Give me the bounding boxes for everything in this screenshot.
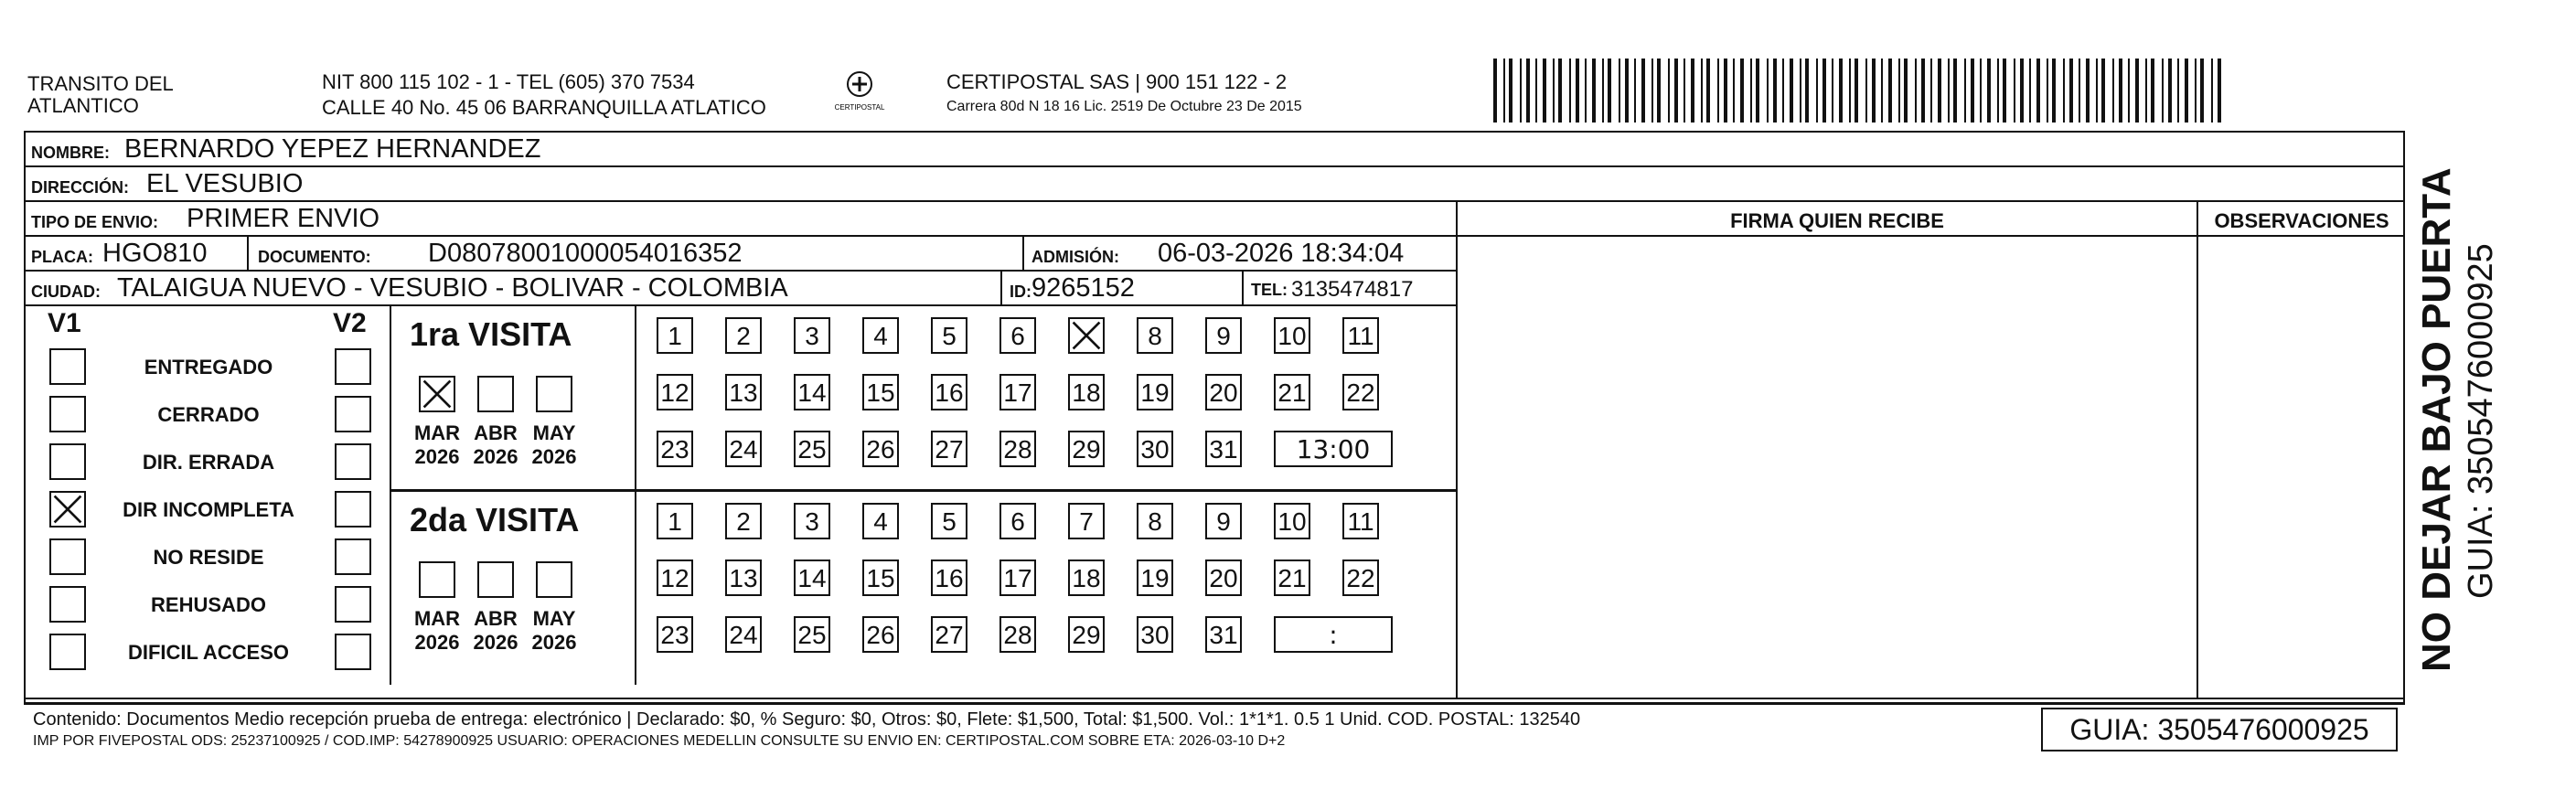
day-box[interactable]: 7 [1068,503,1105,539]
ciudad-value: TALAIGUA NUEVO - VESUBIO - BOLIVAR - COLOMBIA [117,273,788,303]
day-box[interactable]: 17 [999,374,1036,410]
time-box[interactable]: 13:00 [1274,431,1393,467]
time-box[interactable]: : [1274,616,1393,653]
placa-divider [247,237,249,270]
company-info [946,71,1302,117]
day-box[interactable]: 21 [1274,560,1310,596]
day-box[interactable]: 24 [725,431,762,467]
month-checkbox-may[interactable] [536,376,572,412]
footer [24,702,2405,755]
status-label: DIR INCOMPLETA [123,498,294,521]
tipo-envio-label: TIPO DE ENVIO: [31,213,159,231]
visita1-title: 1ra VISITA [410,315,572,353]
day-box[interactable]: 21 [1274,374,1310,410]
id-divider [1000,272,1002,304]
footer-line1: Contenido: Documentos Medio recepción prueba de entrega: electrónico | Declarado: $0, % Seguro: $0, Otros: $0, Flete: $1,500, Total: $1,500. Vol.: 1*1*1. 0.5 1 Unid. COD. POSTAL: 132540 [33,709,1581,730]
day-box[interactable]: 28 [999,431,1036,467]
v2-checkbox[interactable] [335,586,371,623]
status-label: CERRADO [157,403,260,426]
day-box[interactable]: 27 [931,616,967,653]
day-box[interactable]: 26 [862,431,899,467]
status-row [26,533,390,577]
day-box[interactable]: 27 [931,431,967,467]
day-box[interactable] [1068,317,1105,354]
org-line1: TRANSITO DEL [27,72,174,95]
day-box[interactable]: 1 [657,317,693,354]
no-dejar-warning: NO DEJAR BAJO PUERTA [2414,167,2459,672]
day-box[interactable]: 22 [1342,374,1379,410]
v2-checkbox[interactable] [335,491,371,528]
visita2-title: 2da VISITA [410,501,580,538]
org-name [27,73,174,117]
firma-header: FIRMA QUIEN RECIBE [1730,209,1944,232]
tipo-envio-value: PRIMER ENVIO [187,204,380,233]
certipostal-logo-icon [834,68,885,119]
day-box[interactable]: 6 [999,503,1036,539]
v1-checkbox[interactable] [49,586,86,623]
row-placa [26,237,1456,272]
row-nombre [26,133,2403,167]
month-year: 2026 [473,631,518,654]
company-line: CERTIPOSTAL SAS | 900 151 122 - 2 [946,70,1288,93]
placa-label: PLACA: [31,248,93,266]
v1-checkbox[interactable] [49,396,86,432]
day-box[interactable]: 29 [1068,431,1105,467]
day-box[interactable]: 18 [1068,374,1105,410]
documento-value: D08078001000054016352 [428,239,743,268]
tel-divider [1242,272,1244,304]
footer-divider [26,698,2403,699]
visita2-divider [635,492,636,685]
day-box[interactable]: 2 [725,317,762,354]
month-year: 2026 [473,445,518,468]
day-box[interactable]: 11 [1342,317,1379,354]
month-checkbox-mar[interactable] [419,376,455,412]
month-checkbox-abr[interactable] [477,561,514,598]
status-row [26,438,390,482]
status-label: NO RESIDE [153,546,264,569]
day-box[interactable]: 20 [1205,560,1242,596]
day-box[interactable]: 20 [1205,374,1242,410]
day-box[interactable]: 18 [1068,560,1105,596]
day-box[interactable]: 26 [862,616,899,653]
nit-line: NIT 800 115 102 - 1 - TEL (605) 370 7534 [322,70,695,93]
row-ciudad [26,272,1456,306]
license-line: Carrera 80d N 18 16 Lic. 2519 De Octubre 23 De 2015 [946,99,1302,114]
org-contact [322,71,766,119]
v1-checkbox[interactable] [49,443,86,480]
day-box[interactable]: 23 [657,431,693,467]
day-box[interactable]: 22 [1342,560,1379,596]
nombre-value: BERNARDO YEPEZ HERNANDEZ [124,134,541,164]
day-box[interactable]: 29 [1068,616,1105,653]
v2-checkbox[interactable] [335,538,371,575]
month-year: 2026 [414,631,460,654]
visits-panel [391,306,1456,685]
org-line2: ATLANTICO [27,94,139,117]
v1-header: V1 [48,308,81,338]
status-row [26,390,390,434]
status-label: DIFICIL ACCESO [127,641,289,664]
x-mark-icon [421,378,454,410]
status-panel [26,306,391,685]
v2-checkbox[interactable] [335,443,371,480]
day-box[interactable]: 24 [725,616,762,653]
visita1-section [391,306,1456,492]
day-box[interactable]: 28 [999,616,1036,653]
firma-divider [1456,202,1458,698]
day-box[interactable]: 19 [1137,374,1173,410]
month-checkbox-mar[interactable] [419,561,455,598]
day-box[interactable]: 16 [931,374,967,410]
day-box[interactable]: 3 [794,503,830,539]
day-box[interactable]: 5 [931,317,967,354]
month-year: 2026 [531,445,577,468]
v2-checkbox[interactable] [335,396,371,432]
nombre-label: NOMBRE: [31,144,110,162]
x-mark-icon [1070,319,1103,352]
day-box[interactable]: 23 [657,616,693,653]
direccion-value: EL VESUBIO [146,169,304,198]
month-name: MAR [413,421,461,444]
day-box[interactable]: 8 [1137,503,1173,539]
admision-value: 06-03-2026 18:34:04 [1158,239,1405,268]
day-box[interactable]: 30 [1137,616,1173,653]
day-box[interactable]: 9 [1205,317,1242,354]
v2-checkbox[interactable] [335,634,371,670]
month-name: MAR [413,607,461,630]
v1-checkbox[interactable] [49,348,86,385]
ciudad-label: CIUDAD: [31,282,101,301]
visita1-divider [635,306,636,489]
visita2-section [391,492,1456,685]
day-box[interactable]: 8 [1137,317,1173,354]
placa-value: HGO810 [102,239,208,268]
direccion-label: DIRECCIÓN: [31,178,129,197]
status-row [26,628,390,672]
day-box[interactable]: 31 [1205,431,1242,467]
day-box[interactable]: 10 [1274,317,1310,354]
day-box[interactable]: 9 [1205,503,1242,539]
guia-box: GUIA: 3505476000925 [2041,708,2398,751]
month-name: MAY [532,421,576,444]
admision-divider [1022,237,1024,270]
day-box[interactable]: 30 [1137,431,1173,467]
day-box[interactable]: 16 [931,560,967,596]
certipostal-logo [834,68,885,119]
address-line: CALLE 40 No. 45 06 BARRANQUILLA ATLATICO [322,96,766,119]
v1-checkbox[interactable] [49,538,86,575]
day-box[interactable]: 25 [794,431,830,467]
day-box[interactable]: 17 [999,560,1036,596]
day-box[interactable]: 15 [862,374,899,410]
day-box[interactable]: 13 [725,374,762,410]
day-box[interactable]: 14 [794,560,830,596]
day-box[interactable]: 10 [1274,503,1310,539]
admision-label: ADMISIÓN: [1031,248,1119,266]
month-checkbox-may[interactable] [536,561,572,598]
shipment-form [24,131,2405,705]
row-tipo-envio [26,202,2403,237]
day-box[interactable]: 25 [794,616,830,653]
day-box[interactable]: 5 [931,503,967,539]
v1-checkbox[interactable] [49,491,86,528]
id-label: ID: [1010,282,1031,301]
month-year: 2026 [531,631,577,654]
day-box[interactable]: 4 [862,317,899,354]
v2-checkbox[interactable] [335,348,371,385]
status-row [26,343,390,387]
month-name: ABR [474,421,518,444]
row-direccion [26,167,2403,202]
day-box[interactable]: 12 [657,560,693,596]
tel-label: TEL: [1251,281,1288,299]
day-box[interactable]: 6 [999,317,1036,354]
v2-header: V2 [333,308,367,338]
observaciones-divider [2197,202,2198,698]
month-name: ABR [474,607,518,630]
day-box[interactable]: 2 [725,503,762,539]
day-box[interactable]: 3 [794,317,830,354]
day-box[interactable]: 4 [862,503,899,539]
tel-value: 3135474817 [1291,277,1414,302]
month-name: MAY [532,607,576,630]
side-guia: GUIA: 3505476000925 [2462,243,2500,599]
month-year: 2026 [414,445,460,468]
x-mark-icon [51,493,84,526]
status-label: DIR. ERRADA [142,451,275,474]
observaciones-header: OBSERVACIONES [2214,209,2389,232]
status-row [26,581,390,624]
logo-text: CERTIPOSTAL [834,103,885,112]
day-box[interactable]: 19 [1137,560,1173,596]
status-label: REHUSADO [151,593,266,616]
footer-line2: IMP POR FIVEPOSTAL ODS: 25237100925 / COD.IMP: 54278900925 USUARIO: OPERACIONES MEDELLIN CONSULTE SU ENVIO EN: CERTIPOSTAL.COM SOBRE ETA: 2026-03-10 D+2 [33,733,1286,749]
day-box[interactable]: 13 [725,560,762,596]
documento-label: DOCUMENTO: [258,248,371,266]
barcode [1493,59,2225,123]
day-box[interactable]: 1 [657,503,693,539]
status-row [26,485,390,529]
status-label: ENTREGADO [144,356,273,378]
month-checkbox-abr[interactable] [477,376,514,412]
day-box[interactable]: 11 [1342,503,1379,539]
day-box[interactable]: 31 [1205,616,1242,653]
day-box[interactable]: 12 [657,374,693,410]
day-box[interactable]: 15 [862,560,899,596]
v1-checkbox[interactable] [49,634,86,670]
id-value: 9265152 [1031,273,1135,303]
day-box[interactable]: 14 [794,374,830,410]
